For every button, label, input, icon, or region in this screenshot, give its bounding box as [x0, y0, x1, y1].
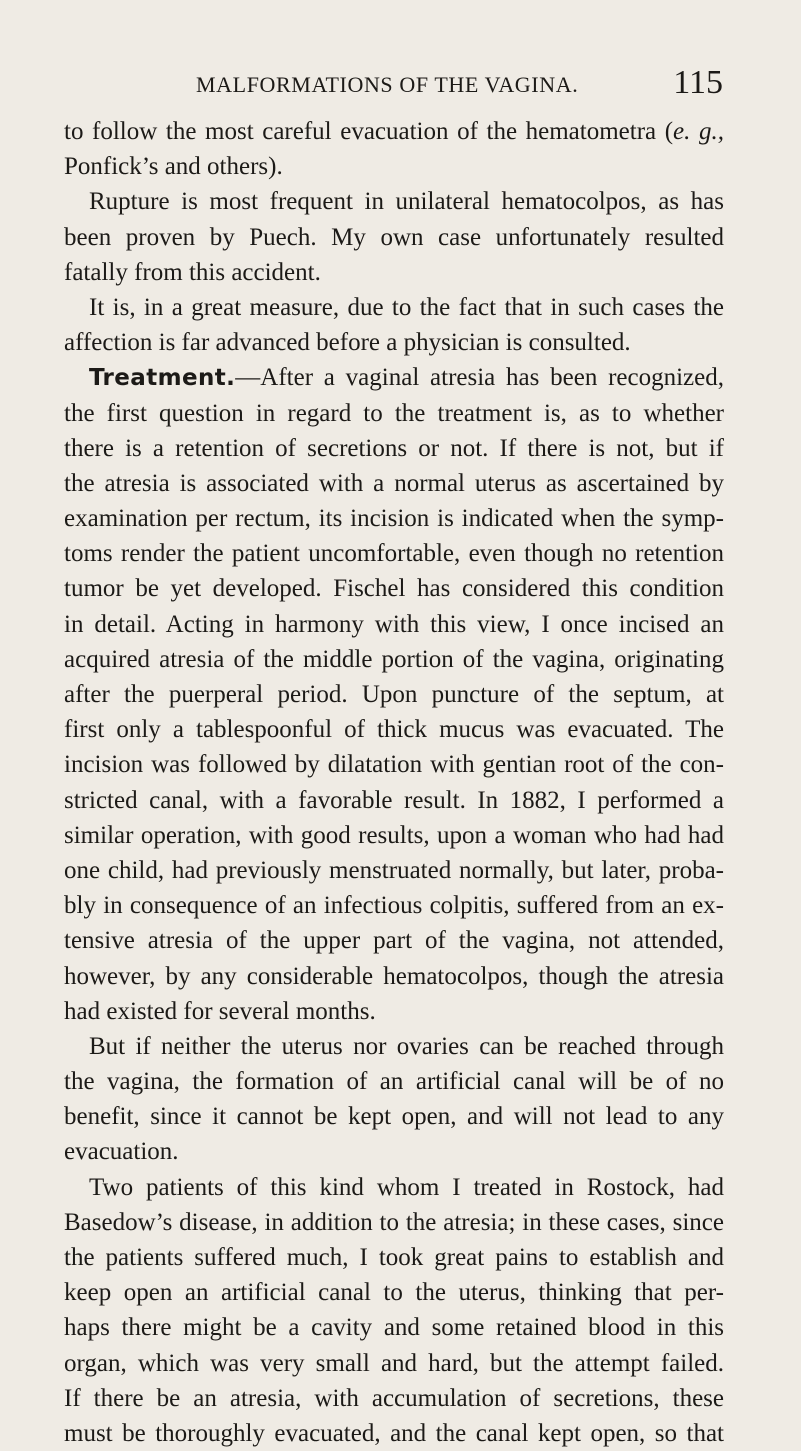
line-text: But if neither the uterus nor ovaries can be reached through: [89, 1032, 724, 1060]
line-text: the patients suffered much, I took great pains to establish and: [64, 1244, 724, 1271]
line-text: however, by any considerable hematocolpos, though the atresia: [64, 962, 724, 990]
text-line: [64, 501, 724, 536]
line-text: incision was followed by dilatation with gentian root of the con-: [64, 751, 724, 779]
line-text: had existed for several months.: [64, 997, 376, 1025]
line-text: in detail. Acting in harmony with this view, I once incised an: [64, 610, 724, 638]
line-text: the vagina, the formation of an artificial canal will be of no: [64, 1068, 724, 1096]
page-number: 115: [673, 64, 723, 101]
line-text: similar operation, with good results, upon a woman who had had: [64, 821, 724, 849]
line-text: been proven by Puech. My own case unfortunately resulted: [64, 223, 724, 251]
text-line: [64, 571, 724, 606]
text-line: [64, 184, 724, 219]
text-line: [64, 1029, 724, 1064]
line-text: tumor be yet developed. Fischel has considered this condition: [64, 575, 724, 603]
line-text: Rupture is most frequent in unilateral hematocolpos, as has: [89, 188, 724, 216]
line-text: tensive atresia of the upper part of the vagina, not attended,: [64, 927, 724, 955]
text-line: [64, 149, 724, 184]
text-line: [64, 1310, 724, 1345]
text-line: [64, 783, 724, 818]
text-line: [64, 959, 724, 994]
line-text: haps there might be a cavity and some retained blood in this: [64, 1314, 724, 1342]
text-line: [64, 994, 724, 1029]
text-line: [64, 747, 724, 782]
line-text: affection is far advanced before a physician is consulted.: [64, 329, 631, 357]
text-line: [64, 607, 724, 642]
line-text: acquired atresia of the middle portion of the vagina, originating: [64, 645, 724, 673]
running-head: [0, 64, 801, 104]
line-text: evacuation.: [64, 1138, 179, 1166]
text-line: [64, 290, 724, 325]
text-line: [64, 1416, 724, 1451]
line-text: keep open an artificial canal to the uterus, thinking that per-: [64, 1279, 724, 1307]
line-text: must be thoroughly evacuated, and the canal kept open, so that: [64, 1419, 724, 1447]
text-line: [64, 396, 724, 431]
text-line: [64, 923, 724, 958]
text-line: [64, 325, 724, 360]
line-text: there is a retention of secretions or not. If there is not, but if: [64, 434, 724, 462]
line-text: after the puerperal period. Upon puncture of the septum, at: [64, 681, 724, 708]
text-line: [64, 1099, 724, 1134]
text-line: [64, 888, 724, 923]
line-text: to follow the most careful evacuation of the hematometra (e. g.,: [64, 118, 724, 145]
line-text: toms render the patient uncomfortable, even though no retention: [64, 540, 724, 568]
line-text: the atresia is associated with a normal uterus as ascertained by: [64, 469, 724, 497]
text-line: [64, 1346, 724, 1381]
text-line: [64, 1205, 724, 1240]
line-text: benefit, since it cannot be kept open, and will not lead to any: [64, 1103, 724, 1131]
text-line: [64, 114, 724, 149]
text-line: [64, 1381, 724, 1416]
line-text: bly in consequence of an infectious colpitis, suffered from an ex-: [64, 892, 724, 920]
line-text: organ, which was very small and hard, but the attempt failed.: [64, 1349, 724, 1377]
text-line: [64, 466, 724, 501]
section-heading: Treatment.: [89, 365, 236, 392]
body-text: [64, 114, 724, 1451]
text-line: [64, 360, 724, 395]
text-line: [64, 712, 724, 747]
line-text: Two patients of this kind whom I treated in Rostock, had: [89, 1173, 724, 1201]
running-title: MALFORMATIONS OF THE VAGINA.: [196, 72, 579, 97]
text-line: [64, 220, 724, 255]
text-line: [64, 431, 724, 466]
text-line: [64, 1134, 724, 1169]
text-line: [64, 642, 724, 677]
line-text: —After a vaginal atresia has been recognized,: [235, 364, 724, 392]
line-text: the first question in regard to the treatment is, as to whether: [64, 399, 724, 427]
text-line: [64, 255, 724, 290]
line-text: It is, in a great measure, due to the fact that in such cases the: [89, 293, 724, 321]
text-line: [64, 536, 724, 571]
text-line: [64, 1275, 724, 1310]
text-line: [64, 1170, 724, 1205]
text-line: [64, 853, 724, 888]
text-line: [64, 818, 724, 853]
line-text: If there be an atresia, with accumulation of secretions, these: [64, 1384, 724, 1412]
line-text: first only a tablespoonful of thick mucus was evacuated. The: [64, 716, 724, 744]
text-line: [64, 1064, 724, 1099]
line-text: fatally from this accident.: [64, 258, 321, 286]
line-text: Ponfick’s and others).: [64, 153, 283, 181]
line-text: examination per rectum, its incision is indicated when the symp-: [64, 505, 724, 533]
text-line: [64, 1240, 724, 1275]
text-line: [64, 677, 724, 712]
line-text: stricted canal, with a favorable result. In 1882, I performed a: [64, 786, 724, 814]
line-text: one child, had previously menstruated normally, but later, proba-: [64, 856, 724, 884]
line-text: Basedow’s disease, in addition to the atresia; in these cases, since: [64, 1208, 724, 1236]
